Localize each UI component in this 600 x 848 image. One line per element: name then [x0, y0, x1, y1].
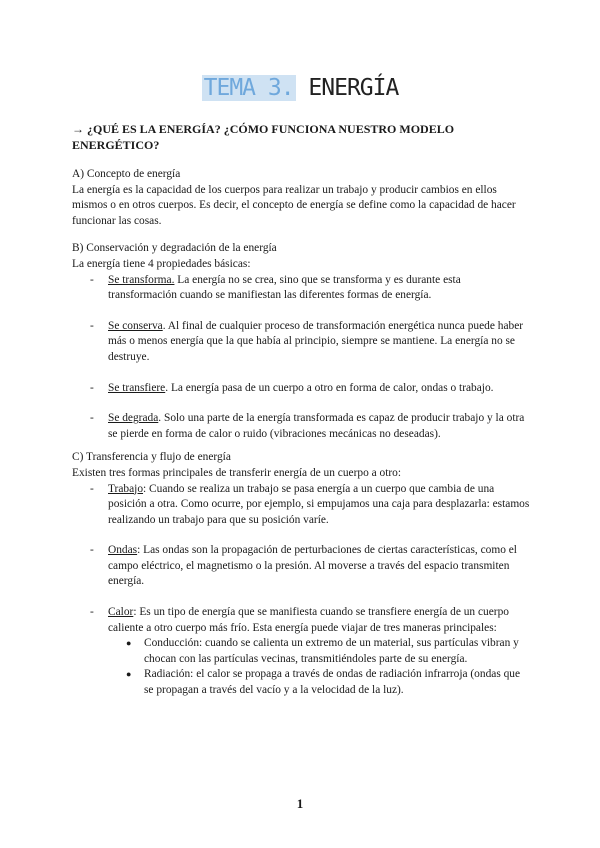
list-item — [72, 605, 532, 699]
section-c-intro: Existen tres formas principales de transferir energía de un cuerpo a otro: — [72, 466, 402, 479]
list-item-text: . La energía pasa de un cuerpo a otro en forma de calor, ondas o trabajo. — [165, 381, 494, 394]
section-a-text: La energía es la capacidad de los cuerpos para realizar un trabajo y producir cambios en ellos mismos o en otros cuerpos. Es decir, el concepto de energía se define como la capacidad de hacer funcionar las cosas. — [72, 183, 516, 227]
heat-methods-list — [108, 636, 532, 698]
properties-list — [72, 273, 532, 443]
page-title — [0, 72, 600, 104]
list-item-text: . Solo una parte de la energía transformada es capaz de producir trabajo y la otra se pierde en forma de calor o ruido (vibraciones mecánicas no deseadas). — [108, 412, 525, 440]
title-rest: ENERGÍA — [308, 75, 399, 101]
list-item-text: : Es un tipo de energía que se manifiesta cuando se transfiere energía de un cuerpo caliente a otro cuerpo más frío. Esta energía puede viajar de tres maneras principales: — [108, 606, 509, 634]
list-item-text: : Cuando se realiza un trabajo se pasa energía a un cuerpo que cambia de una posición a otra. Como ocurre, por ejemplo, si empujamos una caja para desplazarla: estamos realizando un trabajo para que su posición varíe. — [108, 482, 530, 526]
list-item-term: Calor — [108, 606, 134, 619]
section-c-heading: C) Transferencia y flujo de energía — [72, 451, 231, 464]
list-item-term: Se transforma. — [108, 273, 175, 286]
list-item — [72, 482, 532, 529]
list-item-text: : Las ondas son la propagación de perturbaciones de ciertas características, como el campo eléctrico, el magnetismo o la presión. Al moverse a través del espacio transmiten energía. — [108, 544, 517, 588]
list-item — [72, 411, 532, 442]
list-item-text: La energía no se crea, sino que se transforma y es durante esta transformación cuando se manifiestan las diferentes formas de energía. — [108, 273, 461, 302]
title-highlight: TEMA 3. — [203, 75, 294, 101]
list-item-term: Trabajo — [108, 482, 144, 495]
list-item-term: Se transfiere — [108, 381, 166, 394]
transfer-list — [72, 482, 532, 699]
section-b-intro: La energía tiene 4 propiedades básicas: — [72, 257, 251, 270]
main-question: → ¿QUÉ ES LA ENERGÍA? ¿CÓMO FUNCIONA NUESTRO MODELO ENERGÉTICO? — [72, 122, 455, 152]
sub-list-item: ● Radiación: el calor se propaga a través de ondas de radiación infrarroja (ondas que se propagan a través del vacío y a la velocidad de la luz). — [108, 667, 532, 698]
list-item — [72, 381, 532, 397]
list-item-term: Ondas — [108, 544, 138, 557]
sub-list-item: ● Conducción: cuando se calienta un extremo de un material, sus partículas vibran y chocan con las partículas vecinas, transmitiéndoles parte de su energía. — [108, 636, 532, 667]
page-number: 1 — [296, 796, 304, 811]
document-body — [72, 121, 532, 699]
list-item — [72, 319, 532, 366]
list-item-term: Se degrada — [108, 412, 159, 425]
list-item — [72, 273, 532, 304]
list-item-term: Se conserva — [108, 319, 163, 332]
section-a-heading: A) Concepto de energía — [72, 168, 181, 180]
section-b-heading: B) Conservación y degradación de la energía — [72, 242, 277, 255]
list-item — [72, 543, 532, 590]
list-item-text: . Al final de cualquier proceso de transformación energética nunca puede haber más o menos energía que la que había al principio, siempre se mantiene. La energía no se destruye. — [108, 319, 524, 363]
